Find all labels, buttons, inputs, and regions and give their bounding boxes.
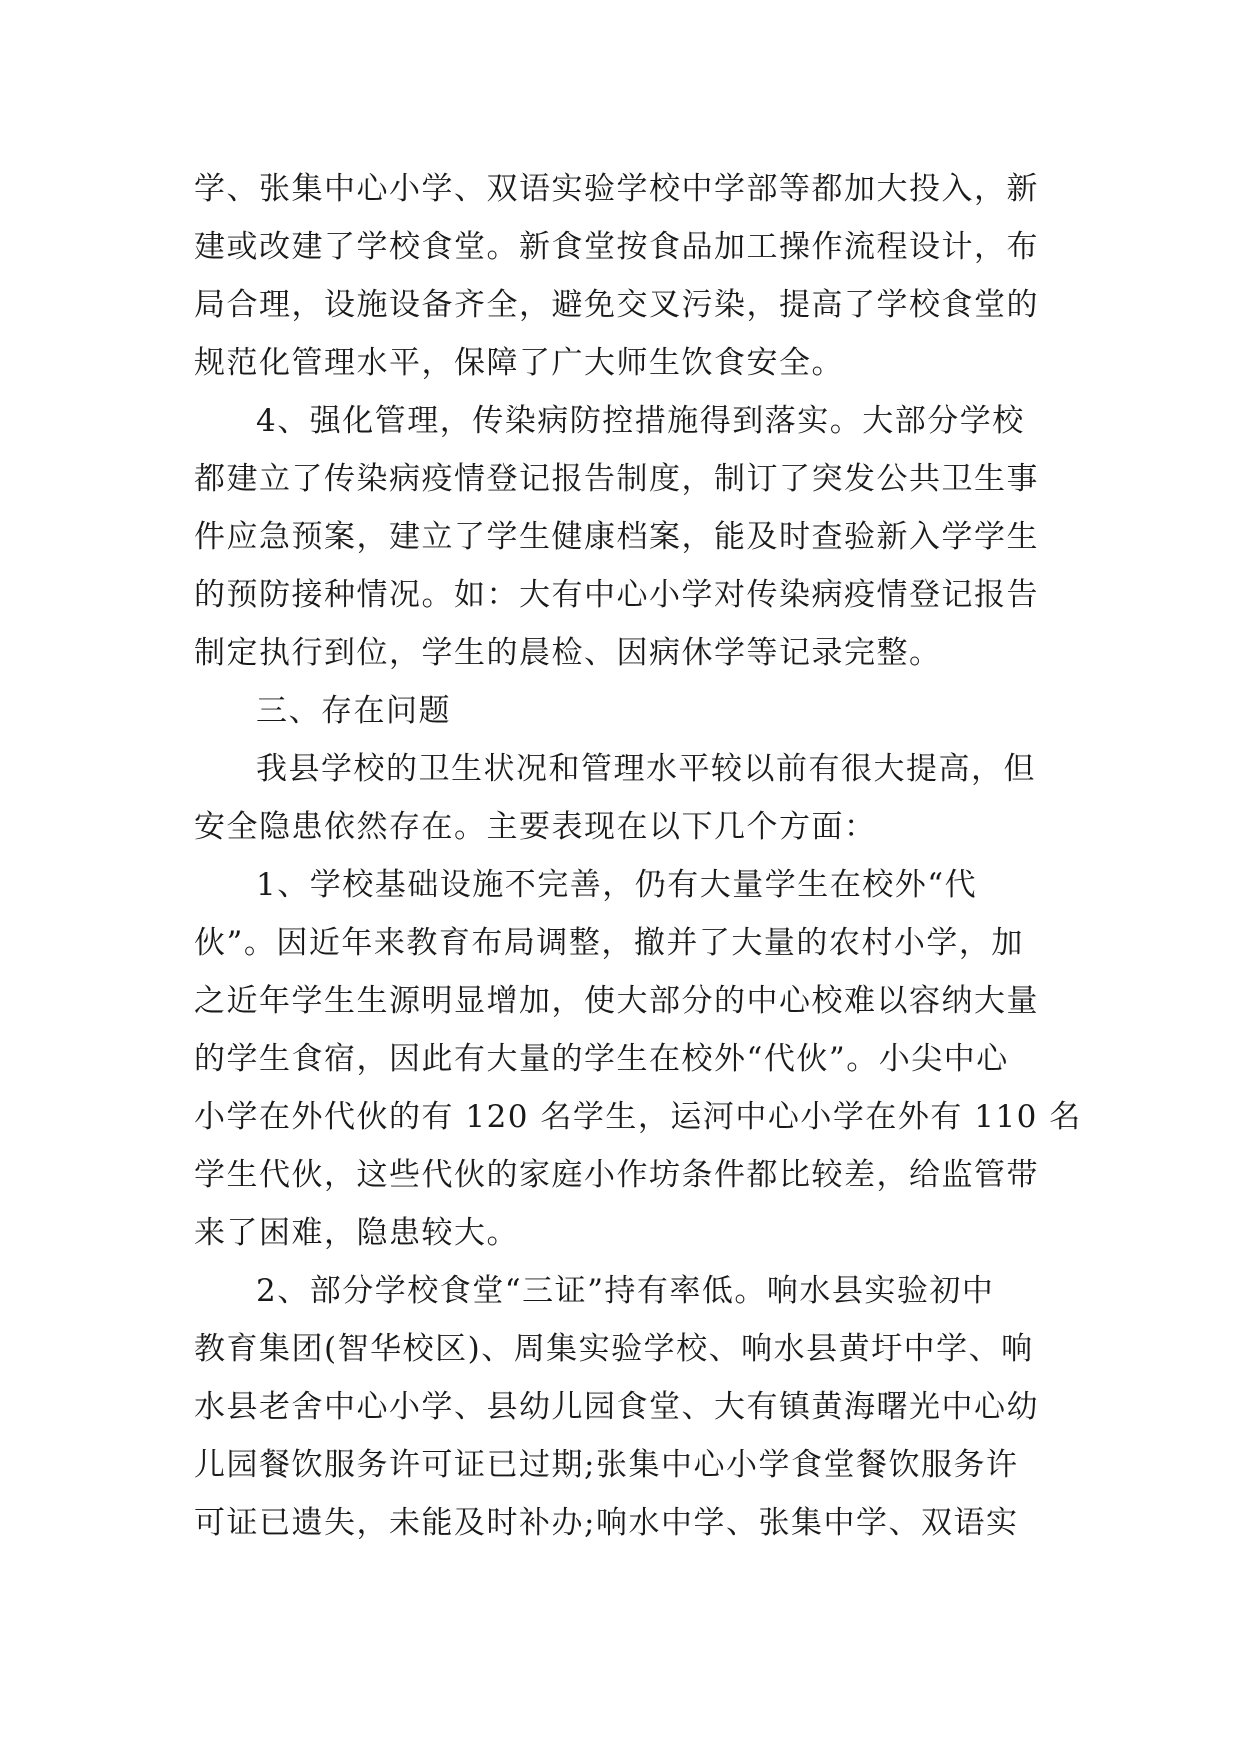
paragraph-line: 2、部分学校食堂“三证”持有率低。响水县实验初中 — [256, 1273, 995, 1309]
paragraph-line: 局合理，设施设备齐全，避免交叉污染，提高了学校食堂的 — [194, 287, 1039, 323]
paragraph-line: 1、学校基础设施不完善，仍有大量学生在校外“代 — [256, 867, 978, 903]
paragraph-line: 我县学校的卫生状况和管理水平较以前有很大提高，但 — [256, 751, 1036, 787]
paragraph-line: 之近年学生生源明显增加，使大部分的中心校难以容纳大量 — [194, 983, 1039, 1019]
paragraph-line: 安全隐患依然存在。主要表现在以下几个方面： — [194, 809, 877, 845]
paragraph-line: 4、强化管理，传染病防控措施得到落实。大部分学校 — [256, 403, 1025, 439]
paragraph-line: 的预防接种情况。如：大有中心小学对传染病疫情登记报告 — [194, 577, 1039, 613]
paragraph-line: 都建立了传染病疫情登记报告制度，制订了突发公共卫生事 — [194, 461, 1039, 497]
paragraph-line: 建或改建了学校食堂。新食堂按食品加工操作流程设计，布 — [194, 229, 1039, 265]
paragraph-line: 教育集团(智华校区)、周集实验学校、响水县黄圩中学、响 — [194, 1331, 1034, 1367]
paragraph-line: 学生代伙，这些代伙的家庭小作坊条件都比较差，给监管带 — [194, 1157, 1039, 1193]
paragraph-line: 制定执行到位，学生的晨检、因病休学等记录完整。 — [194, 635, 942, 671]
paragraph-line: 规范化管理水平，保障了广大师生饮食安全。 — [194, 345, 844, 381]
paragraph-line: 小学在外代伙的有 120 名学生，运河中心小学在外有 110 名 — [194, 1099, 1082, 1135]
paragraph-line: 件应急预案，建立了学生健康档案，能及时查验新入学学生 — [194, 519, 1039, 555]
paragraph-line: 学、张集中心小学、双语实验学校中学部等都加大投入，新 — [194, 171, 1039, 207]
paragraph-line: 水县老舍中心小学、县幼儿园食堂、大有镇黄海曙光中心幼 — [194, 1389, 1039, 1425]
paragraph-line: 儿园餐饮服务许可证已过期;张集中心小学食堂餐饮服务许 — [194, 1447, 1019, 1483]
paragraph-line: 伙”。因近年来教育布局调整，撤并了大量的农村小学，加 — [194, 925, 1024, 961]
section-heading: 三、存在问题 — [256, 693, 451, 729]
paragraph-line: 可证已遗失，未能及时补办;响水中学、张集中学、双语实 — [194, 1505, 1019, 1541]
paragraph-line: 来了困难，隐患较大。 — [194, 1215, 519, 1251]
paragraph-line: 的学生食宿，因此有大量的学生在校外“代伙”。小尖中心 — [194, 1041, 1009, 1077]
